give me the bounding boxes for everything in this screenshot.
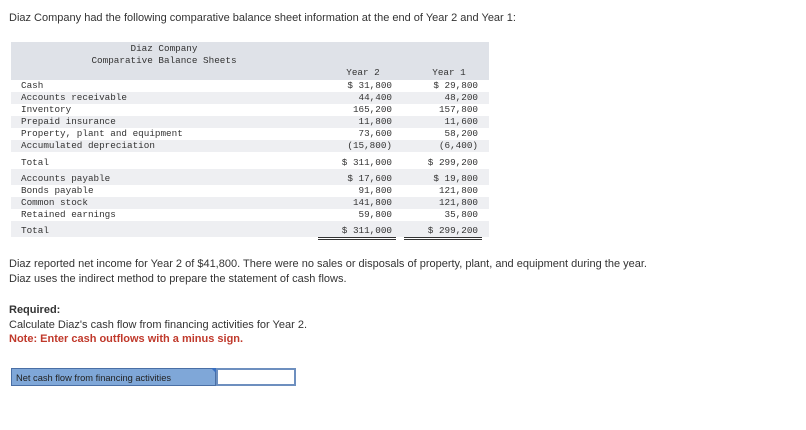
value-year2: 73,600 xyxy=(358,128,392,139)
balance-sheet-table xyxy=(11,42,489,237)
table-row xyxy=(11,209,489,221)
table-row xyxy=(11,173,489,185)
value-year1: 121,800 xyxy=(438,197,478,208)
company-name: Diaz Company xyxy=(130,43,198,54)
table-row xyxy=(11,92,489,104)
value-year1: 11,600 xyxy=(444,116,478,127)
sheet-subtitle: Comparative Balance Sheets xyxy=(91,55,237,66)
value-year1: (6,400) xyxy=(404,140,482,153)
row-label: Bonds payable xyxy=(21,185,94,196)
value-year2: 91,800 xyxy=(358,185,392,196)
balance-sheet-header xyxy=(11,42,489,80)
total-liabilities-row xyxy=(11,225,489,237)
row-label: Accounts receivable xyxy=(21,92,128,103)
row-label: Cash xyxy=(21,80,44,91)
table-row xyxy=(11,104,489,116)
required-section xyxy=(9,303,307,347)
value-year1: 58,200 xyxy=(444,128,478,139)
value-year2: 165,200 xyxy=(352,104,392,115)
value-year1: $ 29,800 xyxy=(433,80,478,91)
note-text: Note: Enter cash outflows with a minus sign. xyxy=(9,333,244,345)
answer-label: Net cash flow from financing activities xyxy=(11,368,216,386)
total-year1: $ 299,200 xyxy=(404,157,482,172)
value-year2: 59,800 xyxy=(318,209,396,222)
row-label: Total xyxy=(21,157,49,168)
table-row xyxy=(11,80,489,92)
row-label: Accounts payable xyxy=(21,173,111,184)
required-text: Calculate Diaz's cash flow from financing activities for Year 2. xyxy=(9,318,308,331)
description-line: Diaz uses the indirect method to prepare the statement of cash flows. xyxy=(9,272,347,285)
row-label: Prepaid insurance xyxy=(21,116,116,127)
row-label: Property, plant and equipment xyxy=(21,128,183,139)
row-label: Total xyxy=(21,225,49,236)
required-heading: Required: xyxy=(9,304,61,316)
value-year2: $ 17,600 xyxy=(347,173,392,184)
row-label: Retained earnings xyxy=(21,209,116,220)
total-year1: $ 299,200 xyxy=(404,225,482,240)
value-year2: $ 31,800 xyxy=(347,80,392,91)
answer-row xyxy=(11,368,296,386)
column-header-year1: Year 1 xyxy=(432,67,466,78)
table-row xyxy=(11,128,489,140)
value-year1: 48,200 xyxy=(444,92,478,103)
row-label: Common stock xyxy=(21,197,88,208)
value-year1: 35,800 xyxy=(404,209,482,222)
total-year2: $ 311,000 xyxy=(318,225,396,240)
financing-cash-flow-input[interactable] xyxy=(216,368,296,386)
total-assets-row xyxy=(11,157,489,169)
value-year1: 121,800 xyxy=(438,185,478,196)
value-year1: 157,800 xyxy=(438,104,478,115)
total-year2: $ 311,000 xyxy=(318,157,396,172)
table-row xyxy=(11,197,489,209)
description-line: Diaz reported net income for Year 2 of $41,800. There were no sales or disposals of property, plant, and equipment during the year. xyxy=(9,258,647,270)
table-row xyxy=(11,185,489,197)
intro-text: Diaz Company had the following comparative balance sheet information at the end of Year 2 and Year 1: xyxy=(9,12,516,24)
value-year2: 44,400 xyxy=(358,92,392,103)
row-label: Accumulated depreciation xyxy=(21,140,155,151)
value-year2: 141,800 xyxy=(352,197,392,208)
row-label: Inventory xyxy=(21,104,72,115)
column-header-year2: Year 2 xyxy=(346,67,380,78)
value-year2: 11,800 xyxy=(358,116,392,127)
value-year2: (15,800) xyxy=(318,140,396,153)
table-row xyxy=(11,116,489,128)
value-year1: $ 19,800 xyxy=(433,173,478,184)
table-row xyxy=(11,140,489,152)
description-paragraph xyxy=(9,257,647,286)
